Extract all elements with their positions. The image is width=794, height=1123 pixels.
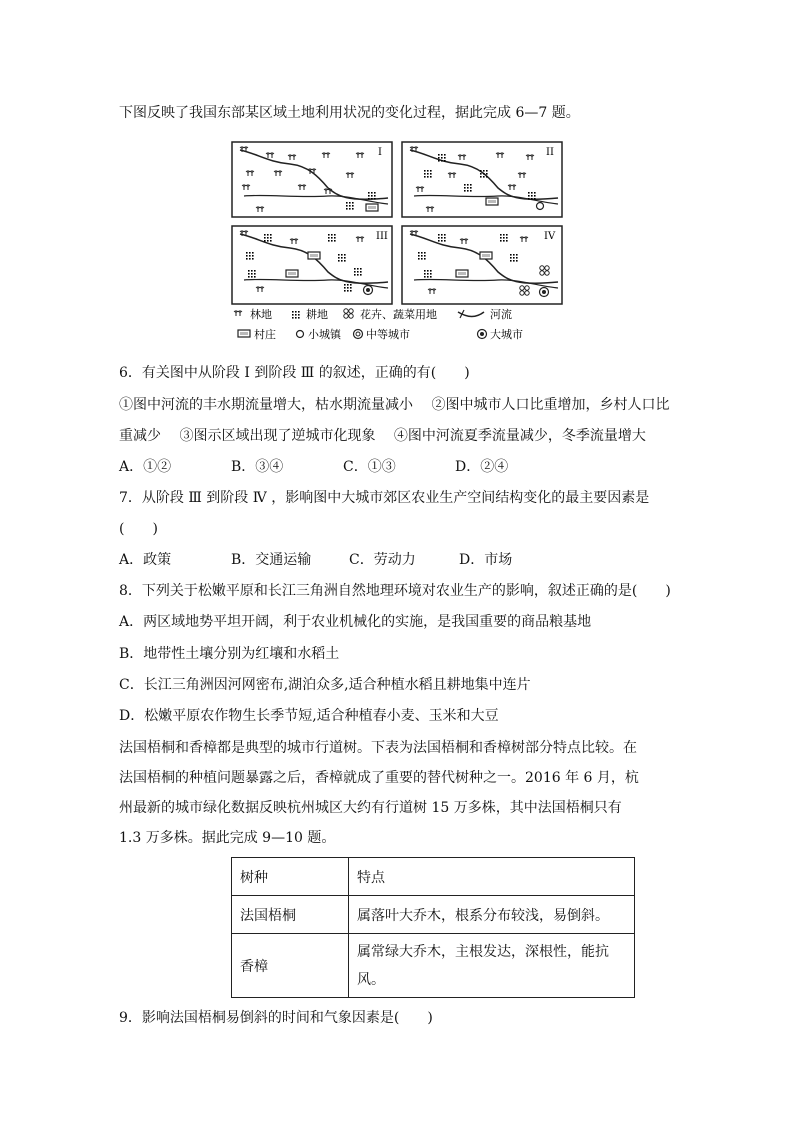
legend [234,307,523,341]
panel-label: IV [544,231,556,242]
panel-label: III [376,231,388,242]
table-cell: 属常绿大乔木，主根发达，深根性，能抗风。 [349,934,635,998]
intro-6-7: 下图反映了我国东部某区域土地利用状况的变化过程，据此完成 6—7 题。 [119,105,580,121]
q6-text2: 重减少 ③图示区域出现了逆城市化现象 ④图中河流夏季流量减少，冬季流量增大 [119,428,646,444]
intro-9-10: 法国梧桐和香樟都是典型的城市行道树。下表为法国梧桐和香樟树部分特点比较。在法国梧桐的种植问题暴露之后，香樟就成了重要的替代树种之一。2016 年 6 月，杭州最新的城市绿化数据反映杭州城区大约有行道树 15 万多株，其中法国梧桐只有 1.3 万多株。据此完成 9—10 题。 [119,740,639,846]
q6-option-a: A．①② [119,459,172,475]
q6-option-d: D．②④ [455,459,509,475]
q7-option-b: B．交通运输 [231,552,312,568]
panel-I [232,142,392,217]
legend-big-city: 大城市 [490,328,523,341]
table-cell: 香樟 [232,934,349,998]
table-header-cell: 树种 [232,858,349,896]
q8-stem: 8．下列关于松嫩平原和长江三角洲自然地理环境对农业生产的影响，叙述正确的是( ) [119,583,671,599]
panel-II [402,142,562,217]
q8-option-a: A．两区域地势平坦开阔，利于农业机械化的实施，是我国重要的商品粮基地 [119,614,592,630]
q7-option-c: C．劳动力 [349,552,416,568]
table-row [232,934,635,998]
q7-options [119,551,512,569]
q7-option-d: D．市场 [459,552,513,568]
legend-mid-city: 中等城市 [366,328,410,341]
table-cell: 属落叶大乔木，根系分布较浅，易倒斜。 [349,896,635,934]
tree-comparison-table [231,857,635,998]
legend-village: 村庄 [254,328,276,341]
q8-option-c: C．长江三角洲因河网密布,湖泊众多,适合种植水稻且耕地集中连片 [119,677,531,693]
q8-option-b: B．地带性土壤分别为红壤和水稻土 [119,646,340,662]
q6-options [119,458,508,476]
panel-III [232,226,392,304]
q8-option-d: D．松嫩平原农作物生长季节短,适合种植春小麦、玉米和大豆 [119,708,499,724]
land-use-figure [228,140,568,350]
q9-stem: 9．影响法国梧桐易倒斜的时间和气象因素是( ) [119,1010,433,1026]
q6-option-b: B．③④ [231,459,284,475]
q6-stem: 6．有关图中从阶段 Ⅰ 到阶段 Ⅲ 的叙述，正确的有( ) [119,365,470,381]
table-header-row [232,858,635,896]
legend-farmland: 耕地 [306,308,328,321]
legend-flower-veg: 花卉、蔬菜用地 [360,308,437,321]
panel-label: I [378,147,382,158]
table-header-cell: 特点 [349,858,635,896]
panel-IV [402,226,562,304]
q7-stem: 7．从阶段 Ⅲ 到阶段 Ⅳ ，影响图中大城市郊区农业生产空间结构变化的最主要因素是 [119,490,650,506]
legend-river: 河流 [490,308,512,321]
q7-option-a: A．政策 [119,552,172,568]
table-cell: 法国梧桐 [232,896,349,934]
legend-forest: 林地 [250,308,272,321]
q7-blank: ( ) [119,521,158,537]
legend-town: 小城镇 [308,328,341,341]
table-row [232,896,635,934]
q6-option-c: C．①③ [343,459,396,475]
q6-text1: ①图中河流的丰水期流量增大，枯水期流量减小 ②图中城市人口比重增加，乡村人口比 [119,397,670,413]
panel-label: II [546,147,554,158]
